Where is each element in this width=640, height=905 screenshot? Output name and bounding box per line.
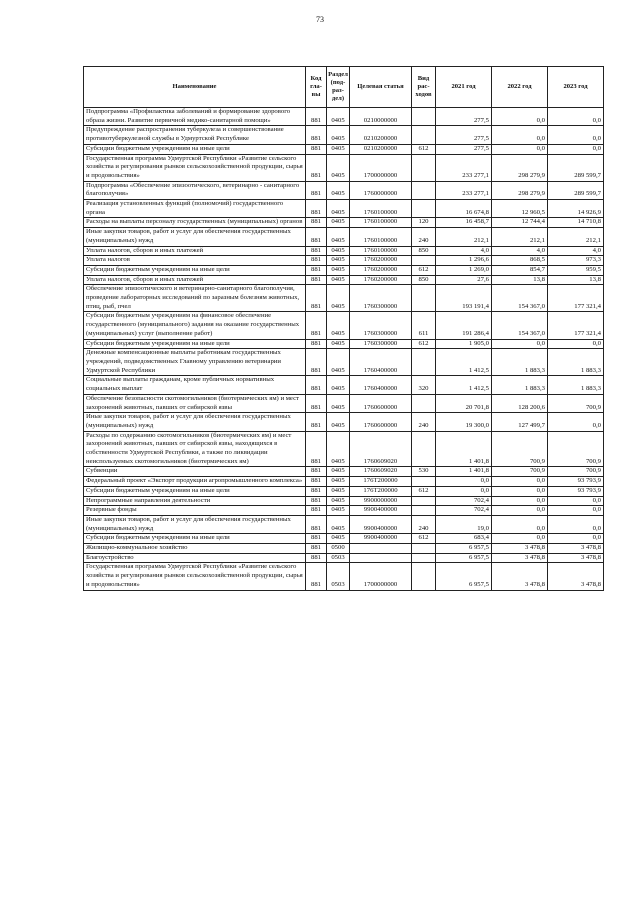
row-section-cell: 0405: [327, 256, 350, 266]
row-section-cell: 0405: [327, 144, 350, 154]
row-name-cell: Государственная программа Удмуртской Республики «Развитие сельского хозяйства и регулирования рынков сельскохозяйственной продукции, сырья и продовольствия»: [84, 563, 306, 590]
row-chapter-cell: 881: [306, 246, 327, 256]
row-2023-cell: 289 599,7: [548, 181, 604, 199]
row-expense-type-cell: 612: [412, 534, 436, 544]
row-chapter-cell: 881: [306, 431, 327, 467]
row-name-cell: Подпрограмма «Обеспечение эпизоотического, ветеринарно - санитарного благополучия»: [84, 181, 306, 199]
row-target-cell: 0210200000: [350, 144, 412, 154]
row-expense-type-cell: [412, 553, 436, 563]
row-name-cell: Уплата налогов, сборов и иных платежей: [84, 275, 306, 285]
table-row: [84, 394, 604, 412]
row-name-cell: Государственная программа Удмуртской Республики «Развитие сельского хозяйства и регулирования рынков сельскохозяйственной продукции, сырья и продовольствия»: [84, 154, 306, 181]
row-section-cell: 0405: [327, 477, 350, 487]
row-name-cell: Иные закупки товаров, работ и услуг для обеспечения государственных (муниципальных) нужд: [84, 515, 306, 533]
row-name-cell: Расходы на выплаты персоналу государственных (муниципальных) органов: [84, 218, 306, 228]
row-expense-type-cell: [412, 349, 436, 376]
row-target-cell: 176Т200000: [350, 477, 412, 487]
row-chapter-cell: 881: [306, 265, 327, 275]
row-name-cell: Субсидии бюджетным учреждениям на иные цели: [84, 265, 306, 275]
row-chapter-cell: 881: [306, 515, 327, 533]
column-header-section: Раздел (под- раз- дел): [327, 67, 350, 108]
row-2021-cell: 702,4: [436, 496, 492, 506]
row-name-cell: Иные закупки товаров, работ и услуг для обеспечения государственных (муниципальных) нужд: [84, 228, 306, 246]
row-target-cell: 9900400000: [350, 534, 412, 544]
table-row: [84, 218, 604, 228]
row-2023-cell: 3 478,8: [548, 553, 604, 563]
row-chapter-cell: 881: [306, 108, 327, 126]
row-target-cell: 9900000000: [350, 496, 412, 506]
table-row: [84, 144, 604, 154]
row-2023-cell: 0,0: [548, 339, 604, 349]
row-name-cell: Федеральный проект «Экспорт продукции агропромышленного комплекса»: [84, 477, 306, 487]
row-2022-cell: 3 478,8: [492, 553, 548, 563]
row-section-cell: 0405: [327, 126, 350, 144]
table-row: [84, 496, 604, 506]
row-section-cell: 0405: [327, 486, 350, 496]
row-name-cell: Субсидии бюджетным учреждениям на иные цели: [84, 144, 306, 154]
row-2023-cell: 0,0: [548, 126, 604, 144]
table-row: [84, 553, 604, 563]
row-section-cell: 0405: [327, 496, 350, 506]
row-chapter-cell: 881: [306, 394, 327, 412]
row-section-cell: 0405: [327, 200, 350, 218]
row-target-cell: 1760200000: [350, 265, 412, 275]
table-row: [84, 265, 604, 275]
row-expense-type-cell: 530: [412, 467, 436, 477]
row-expense-type-cell: [412, 431, 436, 467]
row-2023-cell: 4,0: [548, 246, 604, 256]
row-section-cell: 0405: [327, 285, 350, 312]
row-expense-type-cell: [412, 285, 436, 312]
table-row: [84, 312, 604, 339]
row-section-cell: 0405: [327, 154, 350, 181]
row-expense-type-cell: 240: [412, 515, 436, 533]
row-chapter-cell: 881: [306, 553, 327, 563]
row-expense-type-cell: [412, 200, 436, 218]
row-2021-cell: 212,1: [436, 228, 492, 246]
row-expense-type-cell: 850: [412, 275, 436, 285]
row-2022-cell: 0,0: [492, 339, 548, 349]
row-chapter-cell: 881: [306, 275, 327, 285]
row-target-cell: 1760300000: [350, 339, 412, 349]
row-2023-cell: 93 793,9: [548, 477, 604, 487]
row-expense-type-cell: 240: [412, 413, 436, 431]
row-name-cell: Расходы по содержанию скотомогильников (биотермических ям) и мест захоронений животных, павших от сибирской язвы, находящихся в собственности Удмуртской Республики, а также по ликвидации неиспользуемых скотомогильников (биотермических ям): [84, 431, 306, 467]
row-expense-type-cell: [412, 256, 436, 266]
row-name-cell: Жилищно-коммунальное хозяйство: [84, 544, 306, 554]
row-target-cell: 1760100000: [350, 218, 412, 228]
row-chapter-cell: 881: [306, 496, 327, 506]
row-2022-cell: 154 367,0: [492, 285, 548, 312]
row-chapter-cell: 881: [306, 312, 327, 339]
row-2021-cell: 233 277,1: [436, 154, 492, 181]
table-row: [84, 349, 604, 376]
row-2021-cell: 1 412,5: [436, 376, 492, 394]
row-expense-type-cell: [412, 563, 436, 590]
row-2022-cell: 298 279,9: [492, 181, 548, 199]
row-target-cell: 1760600000: [350, 413, 412, 431]
row-target-cell: [350, 553, 412, 563]
row-2021-cell: 683,4: [436, 534, 492, 544]
table-row: [84, 544, 604, 554]
table-row: [84, 154, 604, 181]
row-2021-cell: 1 269,0: [436, 265, 492, 275]
row-2021-cell: 4,0: [436, 246, 492, 256]
row-2023-cell: 1 883,3: [548, 376, 604, 394]
row-target-cell: 1760400000: [350, 376, 412, 394]
row-chapter-cell: 881: [306, 256, 327, 266]
row-chapter-cell: 881: [306, 144, 327, 154]
row-expense-type-cell: [412, 126, 436, 144]
row-target-cell: 1760100000: [350, 228, 412, 246]
row-2023-cell: 289 599,7: [548, 154, 604, 181]
row-2021-cell: 1 296,6: [436, 256, 492, 266]
table-row: [84, 126, 604, 144]
row-2023-cell: 0,0: [548, 534, 604, 544]
row-2022-cell: 0,0: [492, 144, 548, 154]
row-section-cell: 0405: [327, 265, 350, 275]
row-name-cell: Денежные компенсационные выплаты работникам государственных учреждений, подведомственных Главному управлению ветеринарии Удмуртской Республики: [84, 349, 306, 376]
row-expense-type-cell: 120: [412, 218, 436, 228]
row-2022-cell: 0,0: [492, 477, 548, 487]
row-section-cell: 0405: [327, 108, 350, 126]
row-2022-cell: 1 883,3: [492, 349, 548, 376]
row-2021-cell: 19,0: [436, 515, 492, 533]
row-2021-cell: 19 300,0: [436, 413, 492, 431]
page-number: 73: [316, 15, 324, 24]
row-chapter-cell: 881: [306, 506, 327, 516]
row-expense-type-cell: [412, 506, 436, 516]
row-chapter-cell: 881: [306, 349, 327, 376]
row-section-cell: 0503: [327, 553, 350, 563]
row-expense-type-cell: [412, 496, 436, 506]
row-2021-cell: 191 286,4: [436, 312, 492, 339]
row-2023-cell: 212,1: [548, 228, 604, 246]
row-target-cell: 9900400000: [350, 506, 412, 516]
row-section-cell: 0405: [327, 246, 350, 256]
row-section-cell: 0405: [327, 394, 350, 412]
row-section-cell: 0405: [327, 506, 350, 516]
column-header-2022: 2022 год: [492, 67, 548, 108]
row-name-cell: Уплата налогов: [84, 256, 306, 266]
row-name-cell: Иные закупки товаров, работ и услуг для обеспечения государственных (муниципальных) нужд: [84, 413, 306, 431]
row-2021-cell: 277,5: [436, 126, 492, 144]
row-2021-cell: 193 191,4: [436, 285, 492, 312]
row-2022-cell: 0,0: [492, 126, 548, 144]
row-section-cell: 0500: [327, 544, 350, 554]
row-2022-cell: 127 499,7: [492, 413, 548, 431]
row-expense-type-cell: [412, 394, 436, 412]
row-section-cell: 0405: [327, 467, 350, 477]
row-section-cell: 0405: [327, 534, 350, 544]
row-expense-type-cell: 611: [412, 312, 436, 339]
row-2022-cell: 3 478,8: [492, 544, 548, 554]
row-chapter-cell: 881: [306, 563, 327, 590]
row-expense-type-cell: 320: [412, 376, 436, 394]
row-target-cell: 0210200000: [350, 126, 412, 144]
row-2023-cell: 700,9: [548, 467, 604, 477]
row-2022-cell: 298 279,9: [492, 154, 548, 181]
row-expense-type-cell: 240: [412, 228, 436, 246]
row-chapter-cell: 881: [306, 477, 327, 487]
row-2021-cell: 27,6: [436, 275, 492, 285]
row-section-cell: 0405: [327, 312, 350, 339]
row-target-cell: 1700000000: [350, 563, 412, 590]
row-chapter-cell: 881: [306, 486, 327, 496]
row-2021-cell: 1 401,8: [436, 467, 492, 477]
row-target-cell: 1760300000: [350, 312, 412, 339]
row-2021-cell: 6 957,5: [436, 553, 492, 563]
table-row: [84, 108, 604, 126]
row-2022-cell: 0,0: [492, 506, 548, 516]
row-2023-cell: 973,3: [548, 256, 604, 266]
row-2023-cell: 177 321,4: [548, 312, 604, 339]
row-2021-cell: 20 701,8: [436, 394, 492, 412]
table-body: [84, 108, 604, 591]
row-target-cell: 1760100000: [350, 246, 412, 256]
column-header-chapter: Код гла- вы: [306, 67, 327, 108]
row-name-cell: Обеспечение эпизоотического и ветеринарно-санитарного благополучия, проведение лабораторных исследований по заразным болезням животных, птиц, рыб, пчел: [84, 285, 306, 312]
row-chapter-cell: 881: [306, 218, 327, 228]
row-name-cell: Благоустройство: [84, 553, 306, 563]
row-target-cell: 1760400000: [350, 349, 412, 376]
row-name-cell: Субсидии бюджетным учреждениям на иные цели: [84, 486, 306, 496]
row-chapter-cell: 881: [306, 467, 327, 477]
row-2022-cell: 0,0: [492, 108, 548, 126]
row-2021-cell: 277,5: [436, 108, 492, 126]
table-row: [84, 413, 604, 431]
row-2023-cell: 700,9: [548, 431, 604, 467]
row-2022-cell: 0,0: [492, 515, 548, 533]
row-section-cell: 0503: [327, 563, 350, 590]
row-chapter-cell: 881: [306, 544, 327, 554]
table-row: [84, 563, 604, 590]
table-row: [84, 246, 604, 256]
row-name-cell: Обеспечение безопасности скотомогильников (биотермических ям) и мест захоронений животных, павших от сибирской язвы: [84, 394, 306, 412]
row-2023-cell: 0,0: [548, 496, 604, 506]
row-section-cell: 0405: [327, 339, 350, 349]
table-row: [84, 200, 604, 218]
row-2022-cell: 1 883,3: [492, 376, 548, 394]
row-expense-type-cell: [412, 181, 436, 199]
row-section-cell: 0405: [327, 431, 350, 467]
row-target-cell: 1760100000: [350, 200, 412, 218]
row-name-cell: Социальные выплаты гражданам, кроме публичных нормативных социальных выплат: [84, 376, 306, 394]
row-target-cell: 1760200000: [350, 256, 412, 266]
row-expense-type-cell: [412, 544, 436, 554]
row-section-cell: 0405: [327, 181, 350, 199]
table-row: [84, 275, 604, 285]
row-expense-type-cell: 612: [412, 265, 436, 275]
table-row: [84, 181, 604, 199]
column-header-expense-type: Вид рас- ходов: [412, 67, 436, 108]
row-target-cell: 1700000000: [350, 154, 412, 181]
row-2021-cell: 277,5: [436, 144, 492, 154]
row-target-cell: 1760600000: [350, 394, 412, 412]
row-target-cell: 1760200000: [350, 275, 412, 285]
row-2023-cell: 959,5: [548, 265, 604, 275]
table-row: [84, 431, 604, 467]
row-2023-cell: 0,0: [548, 515, 604, 533]
row-name-cell: Резервные фонды: [84, 506, 306, 516]
row-chapter-cell: 881: [306, 181, 327, 199]
table-row: [84, 339, 604, 349]
row-expense-type-cell: [412, 154, 436, 181]
row-chapter-cell: 881: [306, 376, 327, 394]
table-row: [84, 376, 604, 394]
row-expense-type-cell: 612: [412, 486, 436, 496]
row-name-cell: Предупреждение распространения туберкулеза и совершенствование противотуберкулезной службы в Удмуртской Республике: [84, 126, 306, 144]
row-2023-cell: 0,0: [548, 506, 604, 516]
row-name-cell: Подпрограмма «Профилактика заболеваний и формирование здорового образа жизни. Развитие первичной медико-санитарной помощи»: [84, 108, 306, 126]
row-2022-cell: 0,0: [492, 486, 548, 496]
row-2022-cell: 3 478,8: [492, 563, 548, 590]
table-header: [84, 67, 604, 108]
table-row: [84, 515, 604, 533]
row-2022-cell: 154 367,0: [492, 312, 548, 339]
row-2023-cell: 1 883,3: [548, 349, 604, 376]
row-2023-cell: 177 321,4: [548, 285, 604, 312]
row-2023-cell: 0,0: [548, 144, 604, 154]
row-section-cell: 0405: [327, 376, 350, 394]
row-2023-cell: 0,0: [548, 413, 604, 431]
row-target-cell: 176Т200000: [350, 486, 412, 496]
column-header-target: Целевая статья: [350, 67, 412, 108]
row-expense-type-cell: [412, 477, 436, 487]
row-2021-cell: 16 674,8: [436, 200, 492, 218]
column-header-2023: 2023 год: [548, 67, 604, 108]
row-chapter-cell: 881: [306, 534, 327, 544]
row-name-cell: Непрограммные направления деятельности: [84, 496, 306, 506]
budget-table: [83, 66, 604, 591]
row-expense-type-cell: 612: [412, 339, 436, 349]
row-chapter-cell: 881: [306, 126, 327, 144]
row-chapter-cell: 881: [306, 413, 327, 431]
row-2023-cell: 93 793,9: [548, 486, 604, 496]
row-name-cell: Субсидии бюджетным учреждениям на иные цели: [84, 339, 306, 349]
table-row: [84, 256, 604, 266]
row-2023-cell: 14 926,9: [548, 200, 604, 218]
row-2021-cell: 0,0: [436, 477, 492, 487]
row-2022-cell: 12 960,5: [492, 200, 548, 218]
row-section-cell: 0405: [327, 218, 350, 228]
row-expense-type-cell: 850: [412, 246, 436, 256]
row-2021-cell: 1 905,0: [436, 339, 492, 349]
row-2021-cell: 0,0: [436, 486, 492, 496]
row-section-cell: 0405: [327, 275, 350, 285]
row-2021-cell: 702,4: [436, 506, 492, 516]
row-target-cell: 1760300000: [350, 285, 412, 312]
row-name-cell: Реализация установленных функций (полномочий) государственного органа: [84, 200, 306, 218]
row-2022-cell: 12 744,4: [492, 218, 548, 228]
row-2023-cell: 3 478,8: [548, 563, 604, 590]
table-row: [84, 506, 604, 516]
row-expense-type-cell: [412, 108, 436, 126]
row-2023-cell: 14 710,8: [548, 218, 604, 228]
row-2021-cell: 6 957,5: [436, 563, 492, 590]
row-name-cell: Уплата налогов, сборов и иных платежей: [84, 246, 306, 256]
row-2022-cell: 4,0: [492, 246, 548, 256]
row-name-cell: Субсидии бюджетным учреждениям на иные цели: [84, 534, 306, 544]
row-2022-cell: 700,9: [492, 431, 548, 467]
row-2022-cell: 854,7: [492, 265, 548, 275]
column-header-name: Наименование: [84, 67, 306, 108]
row-2021-cell: 233 277,1: [436, 181, 492, 199]
table-row: [84, 228, 604, 246]
row-chapter-cell: 881: [306, 285, 327, 312]
row-2022-cell: 128 200,6: [492, 394, 548, 412]
row-2021-cell: 6 957,5: [436, 544, 492, 554]
row-2022-cell: 0,0: [492, 496, 548, 506]
row-section-cell: 0405: [327, 515, 350, 533]
row-chapter-cell: 881: [306, 200, 327, 218]
row-name-cell: Субсидии бюджетным учреждениям на финансовое обеспечение государственного (муниципального) задания на оказание государственных (муниципальных) услуг (выполнение работ): [84, 312, 306, 339]
row-chapter-cell: 881: [306, 154, 327, 181]
row-section-cell: 0405: [327, 349, 350, 376]
row-section-cell: 0405: [327, 228, 350, 246]
row-2021-cell: 1 401,8: [436, 431, 492, 467]
table-row: [84, 534, 604, 544]
row-section-cell: 0405: [327, 413, 350, 431]
row-2021-cell: 16 458,7: [436, 218, 492, 228]
row-2021-cell: 1 412,5: [436, 349, 492, 376]
row-chapter-cell: 881: [306, 339, 327, 349]
row-2023-cell: 0,0: [548, 108, 604, 126]
row-target-cell: 0210000000: [350, 108, 412, 126]
row-2023-cell: 700,9: [548, 394, 604, 412]
row-target-cell: 9900400000: [350, 515, 412, 533]
row-2022-cell: 13,8: [492, 275, 548, 285]
column-header-2021: 2021 год: [436, 67, 492, 108]
row-target-cell: [350, 544, 412, 554]
table-row: [84, 477, 604, 487]
row-2022-cell: 868,5: [492, 256, 548, 266]
row-2023-cell: 3 478,8: [548, 544, 604, 554]
row-target-cell: 1760609020: [350, 467, 412, 477]
row-2022-cell: 700,9: [492, 467, 548, 477]
table-row: [84, 486, 604, 496]
table-row: [84, 467, 604, 477]
row-target-cell: 1760609020: [350, 431, 412, 467]
row-expense-type-cell: 612: [412, 144, 436, 154]
table-row: [84, 285, 604, 312]
row-chapter-cell: 881: [306, 228, 327, 246]
row-name-cell: Субвенции: [84, 467, 306, 477]
row-target-cell: 1760000000: [350, 181, 412, 199]
row-2022-cell: 212,1: [492, 228, 548, 246]
row-2022-cell: 0,0: [492, 534, 548, 544]
row-2023-cell: 13,8: [548, 275, 604, 285]
